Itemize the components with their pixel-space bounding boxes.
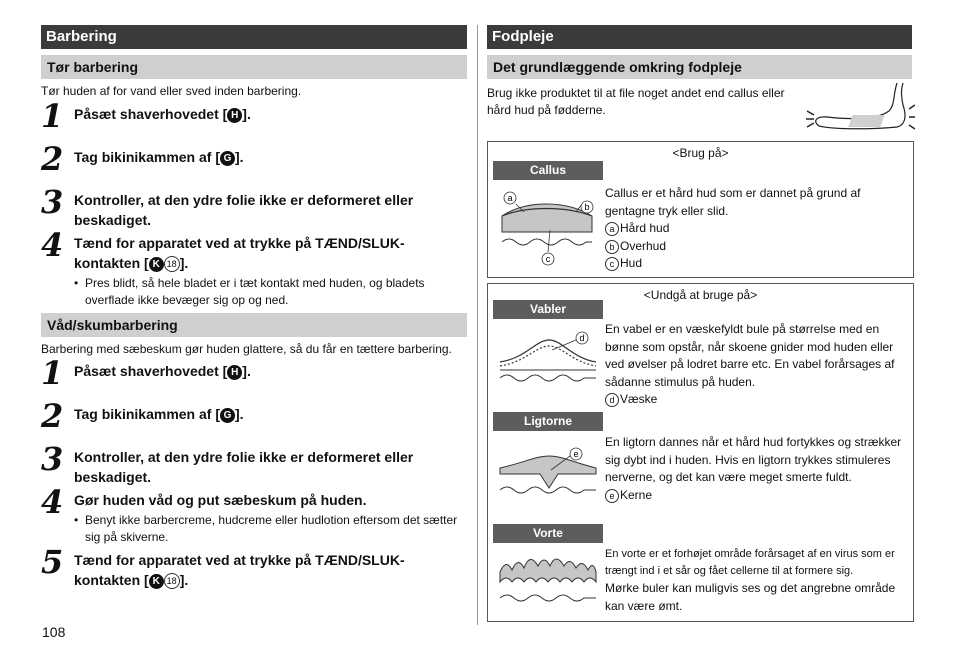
- use-on-box: [487, 141, 914, 278]
- legend-item: b Overhud: [605, 238, 905, 256]
- part-g-icon: G: [220, 151, 235, 166]
- svg-text:a: a: [507, 193, 513, 203]
- wart-description: En vorte er et forhøjet område forårsaget af en virus som er trængt ind i et sår og fået cellerne til at formere sig. Mørke buler kan muligvis ses og det angrebne område kan være ømt.: [605, 548, 896, 613]
- page-number: 108: [42, 624, 66, 640]
- use-on-title: <Brug på>: [672, 146, 729, 160]
- letter-e-icon: e: [605, 489, 619, 503]
- legend-item: c Hud: [605, 255, 905, 273]
- avoid-box: [487, 283, 914, 622]
- wet-intro: Barbering med sæbeskum gør huden glattere, så du får en tættere barbering.: [41, 342, 452, 356]
- step-number: 2: [41, 397, 64, 435]
- blister-description: En vabel er en væskefyldt bule på størrelse med en bønne som opstår, når skoene gnider mod huden eller ved øvelser på lodret barre etc. En vabel forårsages af sådanne stimulus på huden. d Væske: [605, 321, 907, 409]
- step-number: 3: [41, 440, 64, 478]
- svg-text:c: c: [545, 254, 551, 264]
- wart-illustration: [496, 550, 602, 616]
- part-k-icon: K: [149, 257, 164, 272]
- part-g-icon: G: [220, 408, 235, 423]
- callus-tag: Callus: [493, 161, 603, 180]
- wart-tag: Vorte: [493, 524, 603, 543]
- left-column: [41, 25, 467, 590]
- subsection-dry-shaving: Tør barbering: [41, 55, 467, 79]
- step-number: 1: [41, 97, 64, 135]
- footcare-intro: Brug ikke produktet til at file noget andet end callus eller hård hud på fødderne.: [487, 86, 785, 117]
- dry-step-4: 4 Tænd for apparatet ved at trykke på TÆND/SLUK-kontakten [ K 18 ]. • Pres blidt, så hele bladet er i tæt kontakt med huden, og bladets overflade ikke bevæger sig op og ned.: [41, 233, 467, 309]
- legend-item: a Hård hud: [605, 220, 905, 238]
- dry-step-2: 2 Tag bikinikammen af [ G ].: [41, 140, 244, 178]
- wet-step-1: 1 Påsæt shaverhovedet [ H ].: [41, 354, 251, 392]
- part-k-icon: K: [149, 574, 164, 589]
- step-number: 5: [41, 543, 64, 581]
- callus-illustration: [496, 190, 602, 266]
- step-number: 1: [41, 354, 64, 392]
- subsection-wet-shaving: Våd/skumbarbering: [41, 313, 467, 337]
- step-number: 2: [41, 140, 64, 178]
- letter-d-icon: d: [605, 393, 619, 407]
- dry-intro: Tør huden af for vand eller sved inden barbering.: [41, 84, 302, 98]
- subsection-footcare-basics: Det grundlæggende omkring fodpleje: [487, 55, 912, 79]
- corn-tag: Ligtorne: [493, 412, 603, 431]
- corn-illustration: [496, 440, 602, 510]
- letter-c-icon: c: [605, 257, 619, 271]
- svg-text:d: d: [579, 333, 585, 343]
- dry-step-3: 3 Kontroller, at den ydre folie ikke er deformeret eller beskadiget.: [41, 183, 414, 228]
- blister-tag: Vabler: [493, 300, 603, 319]
- part-h-icon: H: [227, 108, 242, 123]
- wet-step-5: 5 Tænd for apparatet ved at trykke på TÆND/SLUK-kontakten [ K 18 ].: [41, 543, 405, 588]
- section-title-shaving: Barbering: [41, 25, 467, 49]
- dry-step-1: 1 Påsæt shaverhovedet [ H ].: [41, 97, 251, 135]
- step-number: 4: [41, 226, 64, 264]
- letter-b-icon: b: [605, 240, 619, 254]
- ref-number-icon: 18: [164, 573, 180, 589]
- right-column: [487, 25, 912, 119]
- legend-item: d Væske: [605, 391, 907, 409]
- callus-description: Callus er et hård hud som er dannet på grund af gentagne tryk eller slid. a Hård hud b Overhud c Hud: [605, 185, 905, 273]
- wet-step-4: 4 Gør huden våd og put sæbeskum på huden. • Benyt ikke barbercreme, hudcreme eller hudlotion eftersom det sætter sig på skiverne.: [41, 490, 467, 546]
- step-number: 4: [41, 483, 64, 521]
- foot-icon: [805, 81, 915, 131]
- column-divider: [477, 25, 478, 625]
- wet-step-2: 2 Tag bikinikammen af [ G ].: [41, 397, 244, 435]
- ref-number-icon: 18: [164, 256, 180, 272]
- blister-illustration: [496, 328, 602, 398]
- wet-step-4-note: • Benyt ikke barbercreme, hudcreme eller hudlotion eftersom det sætter sig på skiverne.: [74, 512, 467, 546]
- corn-description: En ligtorn dannes når et hård hud fortykkes og strækker sig dybt ind i huden. Hvis en ligtorn trykkes stimuleres nerverne, og det kan være meget smerte fuldt. e Kerne: [605, 434, 907, 504]
- dry-step-4-note: • Pres blidt, så hele bladet er i tæt kontakt med huden, og bladets overflade ikke bevæger sig op og ned.: [74, 275, 467, 309]
- svg-text:b: b: [584, 202, 590, 212]
- avoid-title: <Undgå at bruge på>: [643, 288, 758, 302]
- wet-step-3: 3 Kontroller, at den ydre folie ikke er deformeret eller beskadiget.: [41, 440, 414, 485]
- svg-text:e: e: [573, 449, 579, 459]
- letter-a-icon: a: [605, 222, 619, 236]
- section-title-footcare: Fodpleje: [487, 25, 912, 49]
- legend-item: e Kerne: [605, 487, 907, 505]
- part-h-icon: H: [227, 365, 242, 380]
- step-number: 3: [41, 183, 64, 221]
